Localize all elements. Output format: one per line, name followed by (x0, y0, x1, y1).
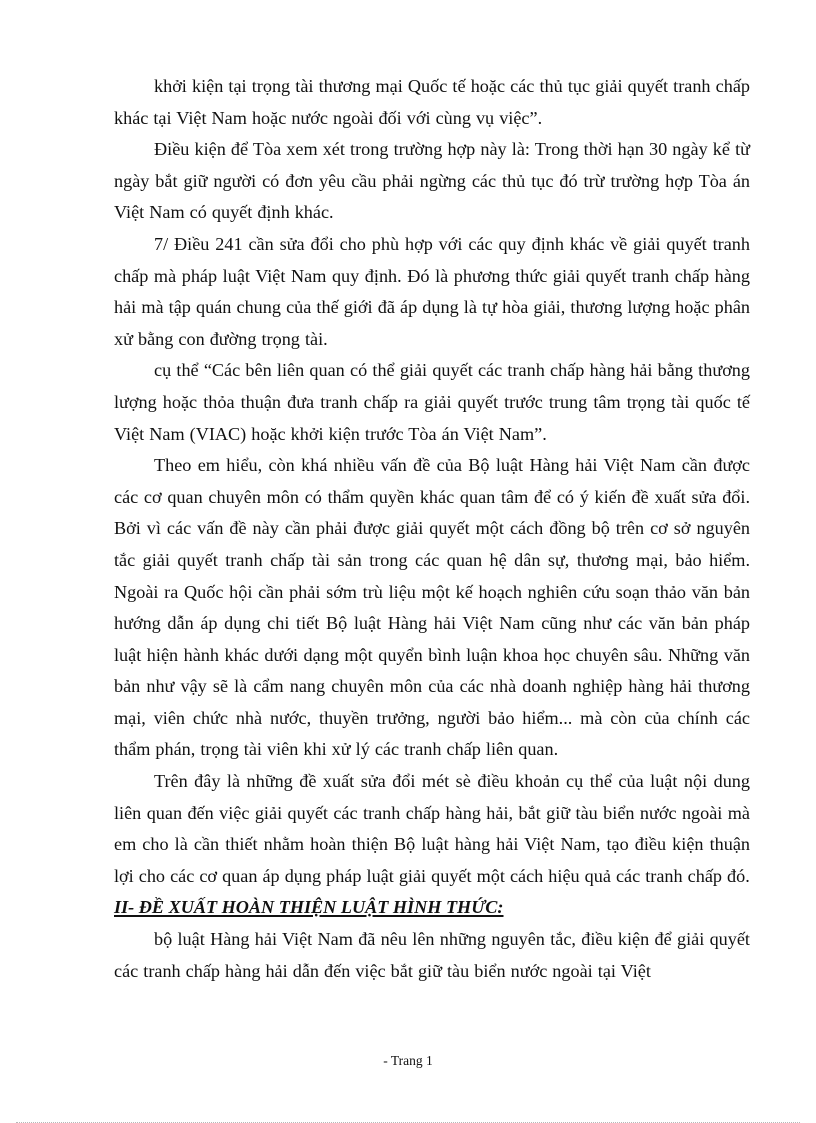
page-body (114, 71, 750, 987)
paragraph-procedural-law: bộ luật Hàng hải Việt Nam đã nêu lên những nguyên tắc, điều kiện để giải quyết các tranh chấp hàng hải dẫn đến việc bắt giữ tàu biển nước ngoài tại Việt (114, 929, 750, 981)
paragraph-specific-proposal: cụ thể “Các bên liên quan có thể giải quyết các tranh chấp hàng hải bằng thương lượng hoặc thỏa thuận đưa tranh chấp ra giải quyết trước trung tâm trọng tài quốc tế Việt Nam (VIAC) hoặc khởi kiện trước Tòa án Việt Nam”. (114, 360, 750, 444)
paragraph-author-opinion: Theo em hiểu, còn khá nhiều vấn đề của Bộ luật Hàng hải Việt Nam cần được các cơ quan chuyên môn có thẩm quyền khác quan tâm để có ý kiến đề xuất sửa đổi. Bởi vì các vấn đề này cần phải được giải quyết một cách đồng bộ trên cơ sở nguyên tắc giải quyết tranh chấp tài sản trong các quan hệ dân sự, thương mại, bảo hiểm. Ngoài ra Quốc hội cần phải sớm trù liệu một kế hoạch nghiên cứu soạn thảo văn bản hướng dẫn áp dụng chi tiết Bộ luật Hàng hải Việt Nam cũng như các văn bản pháp luật hiện hành khác dưới dạng một quyển bình luận khoa học chuyên sâu. Những văn bản như vậy sẽ là cẩm nang chuyên môn của các nhà doanh nghiệp hàng hải thương mại, viên chức nhà nước, thuyền trưởng, người bảo hiểm... mà còn của chính các thẩm phán, trọng tài viên khi xử lý các tranh chấp liên quan. (114, 455, 750, 760)
section-heading: II- ĐỀ XUẤT HOÀN THIỆN LUẬT HÌNH THỨC: (114, 897, 504, 918)
page-number-footer: - Trang 1 (383, 1053, 433, 1068)
paragraph-article-241: 7/ Điều 241 cần sửa đổi cho phù hợp với các quy định khác về giải quyết tranh chấp mà pháp luật Việt Nam quy định. Đó là phương thức giải quyết tranh chấp hàng hải mà tập quán chung của thế giới đã áp dụng là tự hòa giải, thương lượng hoặc phân xử bằng con đường trọng tài. (114, 233, 750, 349)
paragraph-court-conditions: Điều kiện để Tòa xem xét trong trường hợp này là: Trong thời hạn 30 ngày kể từ ngày bắt giữ người có đơn yêu cầu phải ngừng các thủ tục đó trừ trường hợp Tòa án Việt Nam có quyết định khác. (114, 139, 750, 223)
paragraph-summary: Trên đây là những đề xuất sửa đổi mét sè điều khoản cụ thể của luật nội dung liên quan đến việc giải quyết các tranh chấp hàng hải, bắt giữ tàu biển nước ngoài mà em cho là cần thiết nhằm hoàn thiện Bộ luật hàng hải Việt Nam, tạo điều kiện thuận lợi cho các cơ quan áp dụng pháp luật giải quyết một cách hiệu quả các tranh chấp đó. (114, 771, 750, 886)
paragraph-arbitration-clause: khởi kiện tại trọng tài thương mại Quốc tế hoặc các thủ tục giải quyết tranh chấp khác tại Việt Nam hoặc nước ngoài đối với cùng vụ việc”. (114, 76, 750, 128)
